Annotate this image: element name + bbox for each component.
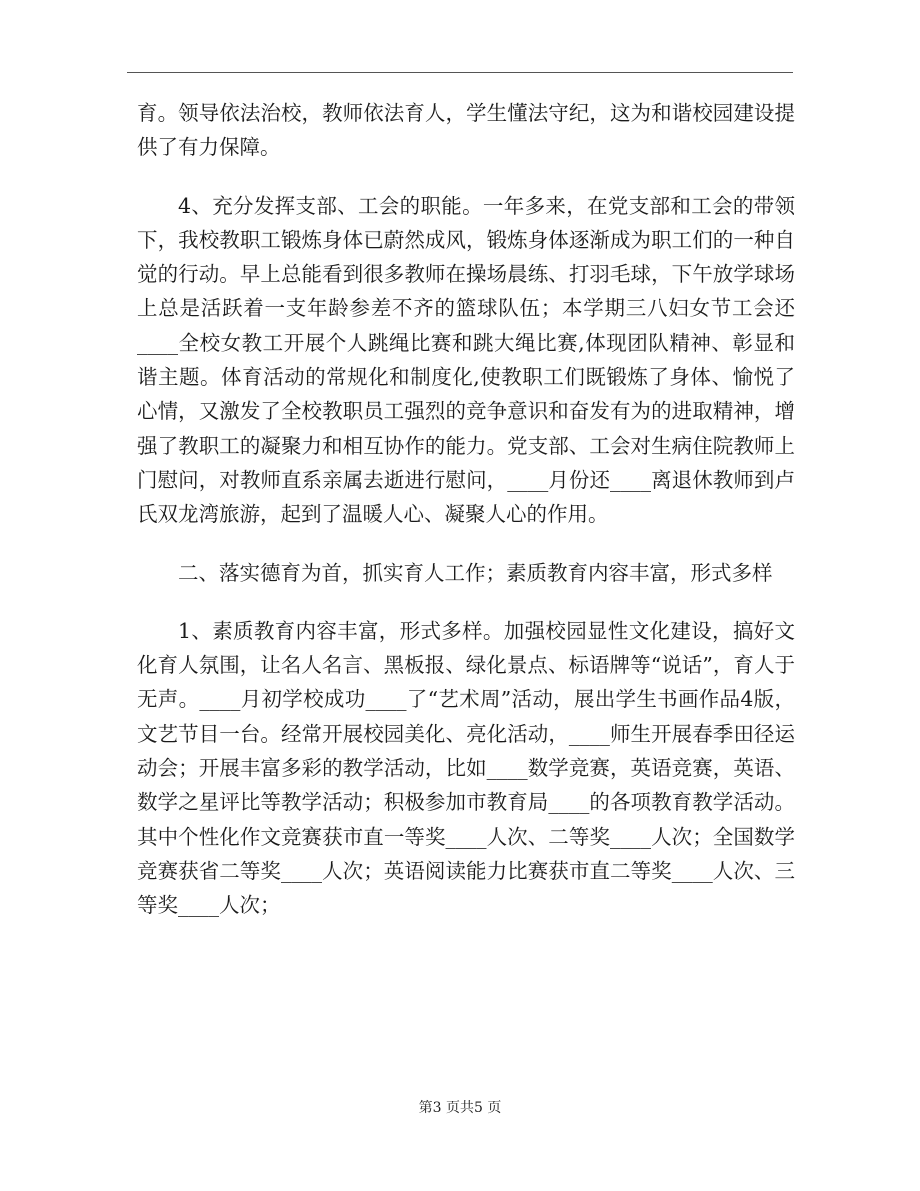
document-body	[137, 96, 795, 923]
header-rule	[127, 72, 793, 73]
paragraph-continuation: 育。领导依法治校，教师依法育人，学生懂法守纪，这为和谐校园建设提供了有力保障。	[137, 101, 795, 160]
paragraph-quality-education: 1、素质教育内容丰富，形式多样。加强校园显性文化建设，搞好文化育人氛围，让名人名言、黑板报、绿化景点、标语牌等“说话”，育人于无声。____月初学校成功____了“艺术周”活动，展出学生书画作品4版，文艺节目一台。经常开展校园美化、亮化活动，____师生开展春季田径运动会；开展丰富多彩的教学活动，比如____数学竞赛，英语竞赛，英语、数学之星评比等教学活动；积极参加市教育局____的各项教育教学活动。其中个性化作文竞赛获市直一等奖____人次、二等奖____人次；全国数学竞赛获省二等奖____人次；英语阅读能力比赛获市直二等奖____人次、三等奖____人次；	[137, 618, 795, 918]
page-number: 第3 页共5 页	[418, 1100, 502, 1116]
paragraph-union-functions: 4、充分发挥支部、工会的职能。一年多来，在党支部和工会的带领下，我校教职工锻炼身体已蔚然成风，锻炼身体逐渐成为职工们的一种自觉的行动。早上总能看到很多教师在操场晨练、打羽毛球，下午放学球场上总是活跃着一支年龄参差不齐的篮球队伍；本学期三八妇女节工会还____全校女教工开展个人跳绳比赛和跳大绳比赛,体现团队精神、彰显和谐主题。体育活动的常规化和制度化,使教职工们既锻炼了身体、愉悦了心情，又激发了全校教职员工强烈的竞争意识和奋发有为的进取精神，增强了教职工的凝聚力和相互协作的能力。党支部、工会对生病住院教师上门慰问，对教师直系亲属去逝进行慰问，____月份还____离退休教师到卢氏双龙湾旅游，起到了温暖人心、凝聚人心的作用。	[137, 193, 795, 527]
section-heading-moral-education: 二、落实德育为首，抓实育人工作；素质教育内容丰富，形式多样	[178, 560, 773, 585]
